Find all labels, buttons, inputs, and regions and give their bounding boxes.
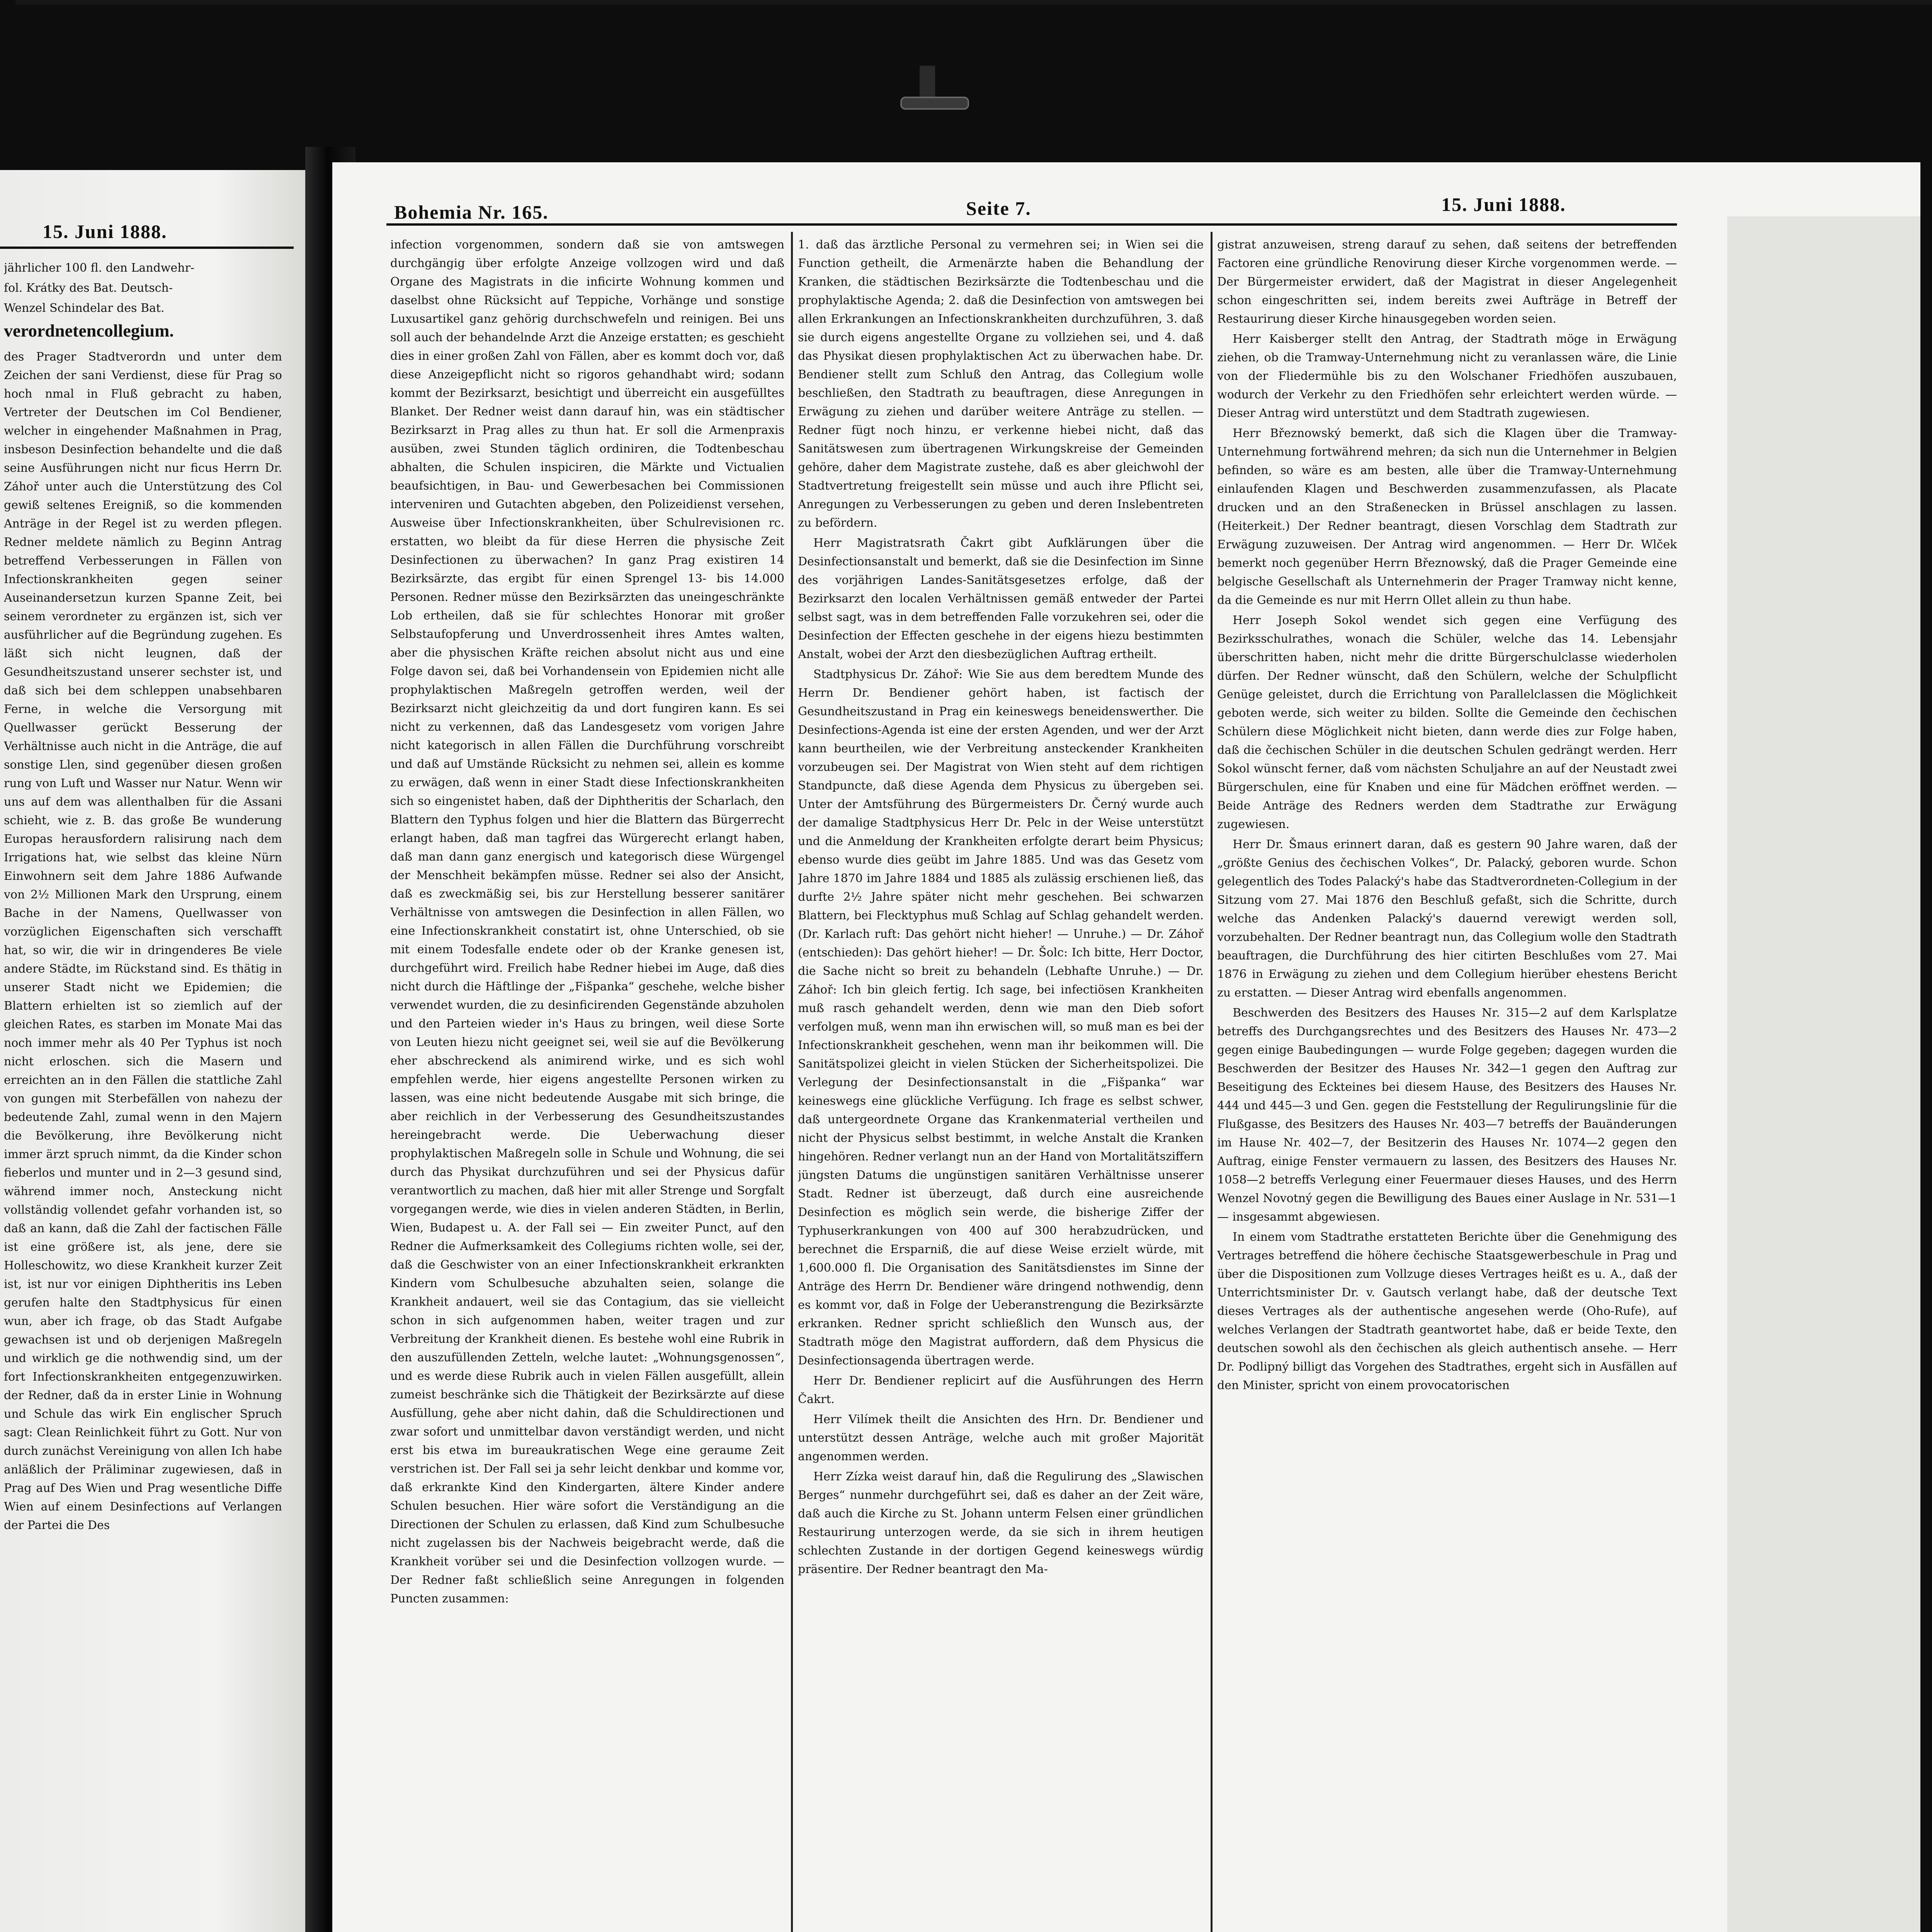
article-column-2 [798, 236, 1204, 1932]
column-2-paragraph: Herr Vilímek theilt die Ansichten des Hrn. Dr. Bendiener und unterstützt dessen Anträge, welche auch mit großer Majorität angenommen werden. [798, 1413, 1204, 1463]
header-issue: Bohemia Nr. 165. [394, 201, 549, 223]
page-stack-edge [1727, 216, 1920, 1932]
header-rule [386, 223, 1677, 226]
left-page [0, 170, 305, 1932]
left-top-line-2: fol. Krátky des Bat. Deutsch- [4, 281, 173, 295]
header-date: 15. Juni 1888. [1441, 194, 1566, 215]
right-page [332, 162, 1920, 1932]
left-top-line-3: Wenzel Schindelar des Bat. [4, 301, 165, 315]
binder-clip [900, 97, 969, 110]
column-3-paragraph: Herr Joseph Sokol wendet sich gegen eine Verfügung des Bezirksschulrathes, wonach die Schüler, welche das 14. Lebensjahr überschritten haben, nicht mehr die dritte Bürgerschulclasse wiederholen dürfen. Der Redner wünscht, daß den Schülern, welche der Schulpflicht Genüge geleistet, durch die Errichtung von Parallelclassen die Möglichkeit geboten werde, sich weiter zu bilden. Sollte die Gemeinde den čechischen Schülern diese Möglichkeit nicht bieten, dann werde dies zur Folge haben, daß die čechischen Schüler in die deutschen Schulen gedrängt werden. Herr Sokol wünscht ferner, daß vom nächsten Schuljahre an auf der Neustadt zwei Bürgerschulen, eine für Knaben und eine für Mädchen eröffnet werden. — Beide Anträge des Redners werden dem Stadtrathe zur Erwägung zugewiesen. [1217, 614, 1677, 831]
left-top-line-1: jährlicher 100 fl. den Landwehr- [4, 261, 195, 275]
column-3-paragraph: Herr Březnowský bemerkt, daß sich die Klagen über die Tramway-Unternehmung fortwährend mehren; da sich nun die Unternehmer in Belgien befinden, so wäre es am besten, alle über die Tramway-Unternehmung einlaufenden Klagen und Beschwerden zusammenzufassen, als Placate drucken und an den Straßenecken in Brüssel anschlagen zu lassen. (Heiterkeit.) Der Redner beantragt, diesen Vorschlag dem Stadtrath zur Erwägung zuzuweisen. Der Antrag wird angenommen. — Herr Dr. Wlček bemerkt noch gegenüber Herrn Březnowský, daß die Prager Gemeinde eine belgische Gesellschaft als Unternehmerin der Prager Tramway nicht kenne, da die Gemeinde es nur mit Herrn Ollet allein zu thun habe. [1217, 427, 1677, 607]
column-1-paragraph: infection vorgenommen, sondern daß sie von amtswegen durchgängig über erfolgte Anzeige vollzogen wird und daß Organe des Magistrats in die inficirte Wohnung kommen und daselbst ohne Rücksicht auf Teppiche, Vorhänge und sonstige Luxusartikel ganz gehörig durchschwefeln und reinigen. Bei uns soll auch der behandelnde Arzt die Anzeige erstatten; es geschieht dies in einer großen Zahl von Fällen, aber es kommt doch vor, daß diese Anzeigepflicht nicht so rigoros gehandhabt wird; sodann kommt der Bezirksarzt, besichtigt und überreicht ein ausgefülltes Blanket. Der Redner weist dann darauf hin, was ein städtischer Bezirksarzt in Prag alles zu thun hat. Er soll die Armenpraxis ausüben, zwei Stunden täglich ordiniren, die Todtenbeschau abhalten, die Schulen inspiciren, die Märkte und Victualien beaufsichtigen, in Bau- und Gewerbesachen bei Commissionen interveniren und Gutachten abgeben, den Polizeidienst versehen, Ausweise über Infectionskrankheiten, über Schulrevisionen rc. erstatten, wo bleibt da für diese Herren die physische Zeit Desinfectionen zu überwachen? In ganz Prag existiren 14 Bezirksärzte, das ergibt für einen Sprengel 13- bis 14.000 Personen. Redner müsse den Bezirksärzten das uneingeschränkte Lob ertheilen, daß sie für schlechtes Honorar mit großer Selbstaufopferung und Unverdrossenheit ihres Amtes walten, aber die physischen Kräfte reichen absolut nicht aus und eine Folge davon sei, daß bei Vorhandensein von Epidemien nicht alle prophylaktischen Maßregeln getroffen werden, weil der Bezirksarzt nicht gleichzeitig da und dort fungiren kann. Es sei nicht zu verkennen, daß das Landesgesetz vom vorigen Jahre nicht kategorisch in allen Fällen die Durchführung vorschreibt und daß auf Umstände Rücksicht zu nehmen sei, allein es komme zu erwägen, daß wenn in einer Stadt diese Infectionskrankheiten sich so eingenistet haben, daß der Diphtheritis der Scharlach, den Blattern den Typhus folgen und hier die Blattern das Bürgerrecht erlangt haben, daß man tagfrei das Würgerecht erlangt haben, daß man dann ganz energisch und kategorisch diese Würgengel der Menschheit bekämpfen müsse. Redner sei also der Ansicht, daß es zweckmäßig sei, bis zur Herstellung besserer sanitärer Verhältnisse von amtswegen die Desinfection in allen Fällen, wo eine Infectionskrankheit constatirt ist, ohne Unterschied, ob sie mit einem Todesfalle endete oder ob der Kranke genesen ist, durchgeführt wird. Freilich habe Redner hiebei im Auge, daß dies nicht durch die Häftlinge der „Fišpanka“ geschehe, welche bisher verwendet wurden, die zu desinficirenden Gegenstände abzuholen und den Parteien wieder in's Haus zu bringen, weil diese Sorte von Leuten hiezu nicht geeignet sei, weil sie auf die Bevölkerung eher abschreckend als animirend wirke, und es sich wohl empfehlen werde, hier eigens angestellte Personen wirken zu lassen, was eine nicht bedeutende Ausgabe mit sich bringe, die aber reichlich in der Verbesserung des Gesundheitszustandes hereingebracht werde. Die Ueberwachung dieser prophylaktischen Maßregeln solle in Schule und Wohnung, die sei durch das Physikat durchzuführen und sei der Physicus dafür verantwortlich zu machen, daß hier mit aller Strenge und Sorgfalt vorgegangen werde, wie dies in vielen anderen Städten, in Berlin, Wien, Budapest u. A. der Fall sei — Ein zweiter Punct, auf den Redner die Aufmerksamkeit des Collegiums richten wolle, sei der, daß die Geschwister von an einer Infectionskrankheit erkrankten Kindern vom Schulbesuche abzuhalten seien, solange die Krankheit andauert, weil sie das Contagium, das sie vielleicht schon in sich aufgenommen haben, weiter tragen und zur Verbreitung der Krankheit dienen. Es bestehe wohl eine Rubrik in den auszufüllenden Zetteln, welche lautet: „Wohnungsgenossen“, und es werde diese Rubrik auch in vielen Fällen ausgefüllt, allein zumeist beschränke sich die Thätigkeit der Bezirksärzte auf diese Ausfüllung, gehe aber nicht dahin, daß die Schuldirectionen und zwar sofort und unmittelbar davon verständigt werden, und nicht erst bis etwa im bureaukratischen Wege eine geraume Zeit verstrichen ist. Der Fall sei ja sehr leicht denkbar und komme vor, daß erkrankte Kind den Kindergarten, ältere Kinder andere Schulen besuchen. Hier wäre sofort die Verständigung an die Directionen der Schulen zu erlassen, daß Kind zum Schulbesuche nicht zugelassen bis der Nachweis beigebracht werde, daß die Krankheit vorüber sei und die Desinfection vollzogen wurde. — Der Redner faßt schließlich seine Anregungen in folgenden Puncten zusammen: [390, 238, 784, 1605]
left-section-title: verordnetencollegium. [4, 321, 174, 340]
left-page-header-rule [0, 247, 294, 249]
column-3-paragraph: Beschwerden des Besitzers des Hauses Nr. 315—2 auf dem Karlsplatze betreffs des Durchgangsrechtes und des Besitzers des Hauses Nr. 473—2 gegen einige Baubedingungen — wurde Folge gegeben; dagegen wurden die Beschwerden der Besitzer des Hauses Nr. 342—1 gegen den Auftrag zur Beseitigung des Eckteines bei diesem Hause, des Besitzers des Hauses Nr. 444 und 445—3 und Gen. gegen die Feststellung der Regulirungslinie für die Flußgasse, des Besitzers des Hauses Nr. 403—7 betreffs der Bauänderungen im Hause Nr. 402—7, der Besitzerin des Hauses Nr. 1074—2 gegen den Auftrag, einige Fenster vermauern zu lassen, des Besitzers des Hauses Nr. 1058—2 betreffs Verlegung einer Feuermauer dieses Hauses, und des Herrn Wenzel Novotný gegen die Bewilligung des Baues einer Auslage in Nr. 531—1 — insgesammt abgewiesen. [1217, 1006, 1677, 1224]
left-page-text: des Prager Stadtverordn und unter dem Zeichen der sani Verdienst, diese für Prag so hoch nmal in Fluß gebracht zu haben, Vertreter der Deutschen im Col Bendiener, welcher in eingehender Maßnahmen in Prag, insbeson Desinfection behandelte und die daß seine Ausführungen nicht nur ficus Herrn Dr. Záhoř unter auch die Unterstützung des Col gewiß seltenes Ereigniß, so die kommenden Anträge in der Regel ist zu werden pflegen. Redner meldete nämlich zu Beginn Antrag betreffend Verbesserungen in Fällen von Infectionskrankheiten gegen seiner Auseinandersetzun kurzen Spanne Zeit, bei seinem verordneter zu ergänzen ist, sich ver ausführlicher auf die Begründung zugehen. Es läßt sich nicht leugnen, daß der Gesundheitszustand unserer sechster ist, und daß sich bei dem schleppen unabsehbaren Ferne, in welche die Versorgung mit Quellwasser gerückt Besserung der Verhältnisse auch nicht in die Anträge, die auf sonstige Llen, sind gegenüber diesen großen rung von Luft und Wasser nur Natur. Wenn wir uns auf dem was allenthalben für die Assani schieht, wie z. B. das große Be wunderung Europas herausfordern ralisirung nach dem Irrigations hat, wie selbst das kleine Nürn Einwohnern seit dem Jahre 1886 Aufwande von 2½ Millionen Mark den Ursprung, einem Bache in der Namens, Quellwasser von vorzüglichen Eigenschaften sich verschafft hat, so wir, die wir in dringenderes Be viele andere Städte, im Rückstand sind. Es thätig in unserer Stadt nicht we Epidemien; die Blattern erhielten ist so ziemlich auf der gleichen Rates, es starben im Monate Mai das noch immer mehr als 40 Per Typhus ist noch nicht erloschen. sich die Masern und erreichten an in den Fällen die stattliche Zahl von gungen mit Sterbefällen von nahezu der bedeutende Zahl, zumal wenn in den Majern die Bevölkerung, ihre Bevölkerung nicht immer ärzt spruch nimmt, da die Kinder schon fieberlos und munter und in 2—3 gesund sind, während immer noch, Ansteckung nicht vollständig vollendet gefahr vorhanden ist, so daß an kann, daß die Zahl der factischen Fälle ist eine größere ist, als jene, dere sie Holleschowitz, wo diese Krankheit kurzer Zeit ist, ist nur vor einigen Diphtheritis ins Leben gerufen halte den Stadtphysicus für einen wun, aber ich frage, ob das Stadt Aufgabe gewachsen ist und ob derjenigen Maßregeln und wirklich ge die nothwendig sind, um der fort Infectionskrankheiten entgegenzuwirken. der Redner, daß da in erster Linie in Wohnung und Schule das wirk Ein englischer Spruch sagt: Clean Reinlichkeit führt zu Gott. Nur von durch zunächst Vereinigung von allen Ich habe anläßlich der Präliminar zugewiesen, daß in Prag auf Des Wien und Prag wesentliche Diffe Wien auf einem Desinfections auf Verlangen der Partei die Des [4, 350, 282, 1532]
column-rule-1 [791, 232, 793, 1932]
column-3-paragraph: gistrat anzuweisen, streng darauf zu sehen, daß seitens der betreffenden Factoren eine gründliche Renovirung dieser Kirche vorgenommen werde. — Der Bürgermeister erwidert, daß der Magistrat in dieser Angelegenheit schon eingeschritten sei, indem bereits zwei Aufträge in Betreff der Restaurirung dieser Kirche hinausgegeben worden seien. [1217, 238, 1677, 326]
column-rule-2 [1211, 232, 1213, 1932]
column-2-paragraph: Herr Dr. Bendiener replicirt auf die Ausführungen des Herrn Čakrt. [798, 1374, 1204, 1406]
article-column-3 [1217, 236, 1677, 1932]
column-3-paragraph: Herr Dr. Šmaus erinnert daran, daß es gestern 90 Jahre waren, daß der „größte Genius des čechischen Volkes“, Dr. Palacký, geboren wurde. Schon gelegentlich des Todes Palacký's habe das Stadtverordneten-Collegium in der Sitzung vom 27. Mai 1876 den Beschluß gefaßt, sich die Schritte, durch welche das Andenken Palacký's dauernd verewigt werden soll, vorzubehalten. Der Redner beantragt nun, das Collegium wolle den Stadtrath beauftragen, die Durchführung des hier citirten Beschlußes vom 27. Mai 1876 in Erwägung zu ziehen und dem Collegium hierüber ehestens Bericht zu erstatten. — Dieser Antrag wird ebenfalls angenommen. [1217, 838, 1677, 1000]
header-page-number: Seite 7. [966, 197, 1031, 219]
column-2-paragraph: Herr Magistratsrath Čakrt gibt Aufklärungen über die Desinfectionsanstalt und bemerkt, daß sie die Desinfection im Sinne des vorjährigen Landes-Sanitätsgesetzes erfolge, daß der Bezirksarzt den localen Verhältnissen gemäß entweder der Partei selbst sagt, was in dem betreffenden Falle vorzukehren sei, oder die Desinfection der Effecten geschehe in der eigens hiezu bestimmten Anstalt, wobei der Arzt den diesbezüglichen Auftrag ertheilt. [798, 536, 1204, 661]
column-3-paragraph: In einem vom Stadtrathe erstatteten Berichte über die Genehmigung des Vertrages betreffend die höhere čechische Staatsgewerbeschule in Prag und über die Dispositionen zum Vollzuge dieses Vertrages heißt es u. A., daß der Unterrichtsminister Dr. v. Gautsch verlangt habe, daß der deutsche Text dieses Vertrages als der authentische angesehen werde (Oho-Rufe), auf welches Verlangen der Stadtrath geantwortet habe, daß er beide Texte, den deutschen sowohl als den čechischen als gleich authentisch ansehe. — Herr Dr. Podlipný billigt das Vorgehen des Stadtrathes, ergeht sich in Ausfällen auf den Minister, spricht von einem provocatorischen [1217, 1230, 1677, 1392]
top-rail [15, 0, 1932, 5]
column-2-paragraph: Stadtphysicus Dr. Záhoř: Wie Sie aus dem beredtem Munde des Herrn Dr. Bendiener gehört haben, ist factisch der Gesundheitszustand in Prag ein keineswegs beneidenswerther. Die Desinfections-Agenda ist eine der ersten Agenden, und wer der Arzt kann beurtheilen, wie der Verbreitung ansteckender Krankheiten vorzubeugen sei. Der Magistrat von Wien steht auf dem richtigen Standpuncte, daß diese Agenda dem Physicus zu übergeben sei. Unter der Amtsführung des Bürgermeisters Dr. Černý wurde auch der damalige Stadtphysicus Herr Dr. Pelc in der Weise unterstützt und die Anmeldung der Krankheiten erfolgte derart beim Physicus; ebenso wurde dies geübt im Jahre 1885. Und was das Gesetz vom Jahre 1870 im Jahre 1884 und 1885 als zulässig erschienen ließ, das durfte 2½ Jahre später nicht mehr geschehen. Bei schwarzen Blattern, bei Flecktyphus muß Schlag auf Schlag gehandelt werden. (Dr. Karlach ruft: Das gehört nicht hieher! — Unruhe.) — Dr. Záhoř (entschieden): Das gehört hieher! — Dr. Šolc: Ich bitte, Herr Doctor, die Sache nicht so breit zu behandeln (Lebhafte Unruhe.) — Dr. Záhoř: Ich bin gleich fertig. Ich sage, bei infectiösen Krankheiten muß rasch gehandelt werden, denn wie man den Dieb sofort verfolgen muß, wenn man ihn erwischen will, so muß man es bei der Infectionskrankheit geschehen, wenn man ihr beikommen will. Die Sanitätspolizei gleicht in vielen Stücken der Sicherheitspolizei. Die Verlegung der Desinfectionsanstalt in die „Fišpanka“ war keineswegs eine glückliche Verfügung. Ich frage es selbst schwer, daß untergeordnete Organe das Krankenmaterial vertheilen und nicht der Physicus selbst bestimmt, in welche Anstalt die Kranken hingehören. Redner verlangt nun an der Hand von Mortalitätsziffern jüngsten Datums die ungünstigen sanitären Verhältnisse unserer Stadt. Redner ist überzeugt, daß durch eine ausreichende Desinfection es möglich sein werde, die bisherige Ziffer der Typhuserkrankungen von 400 auf 300 herabzudrücken, und berechnet die Ersparniß, die auf diese Weise erzielt würde, mit 1,600.000 fl. Die Organisation des Sanitätsdienstes im Sinne der Anträge des Herrn Dr. Bendiener wäre dringend nothwendig, denn es kommt vor, daß in Folge der Ueberanstrengung die Bezirksärzte erkranken. Redner spricht schließlich den Wunsch aus, der Stadtrath möge den Magistrat auffordern, daß dem Physicus die Desinfectionsagenda übertragen werde. [798, 668, 1204, 1367]
article-column-1 [390, 236, 784, 1932]
left-page-date: 15. Juni 1888. [43, 221, 167, 242]
column-3-paragraph: Herr Kaisberger stellt den Antrag, der Stadtrath möge in Erwägung ziehen, ob die Tramway-Unternehmung nicht zu veranlassen wäre, die Linie von der Fliedermühle bis zu den Wolschaner Friedhöfen auszubauen, wodurch der Verkehr zu den Friedhöfen sehr erleichtert werden würde. — Dieser Antrag wird unterstützt und dem Stadtrath zugewiesen. [1217, 332, 1677, 420]
column-2-paragraph: Herr Zízka weist darauf hin, daß die Regulirung des „Slawischen Berges“ nunmehr durchgeführt sei, daß es daher an der Zeit wäre, daß auch die Kirche zu St. Johann unterm Felsen einer gründlichen Restaurirung unterzogen werde, da sie sich in ihrem heutigen schlechten Zustande in der dortigen Gegend keineswegs würdig präsentire. Der Redner beantragt den Ma- [798, 1470, 1204, 1576]
column-2-paragraph: 1. daß das ärztliche Personal zu vermehren sei; in Wien sei die Function getheilt, die Armenärzte haben die Behandlung der Kranken, die städtischen Bezirksärzte die Todtenbeschau und die prophylaktische Agenda; 2. daß die Desinfection von amtswegen bei allen Erkrankungen an Infectionskrankheiten durchzuführen, 3. daß sie durch eigens angestellte Organe zu vollziehen sei, und 4. daß das Physikat diesen prophylaktischen Act zu überwachen habe. Dr. Bendiener stellt zum Schluß den Antrag, das Collegium wolle beschließen, den Stadtrath zu beauftragen, diese Anregungen in Erwägung zu ziehen und darüber weitere Anträge zu stellen. — Redner fügt noch hinzu, er verkenne hiebei nicht, daß das Sanitätswesen zum übertragenen Wirkungskreise der Gemeinden gehöre, daher dem Magistrate zustehe, daß es aber gleichwohl der Stadtvertretung freigestellt sein müsse und auch ihre Pflicht sei, Anregungen zu Verbesserungen zu geben und deren Inslebentreten zu befördern. [798, 238, 1204, 530]
left-page-column [4, 259, 282, 1932]
